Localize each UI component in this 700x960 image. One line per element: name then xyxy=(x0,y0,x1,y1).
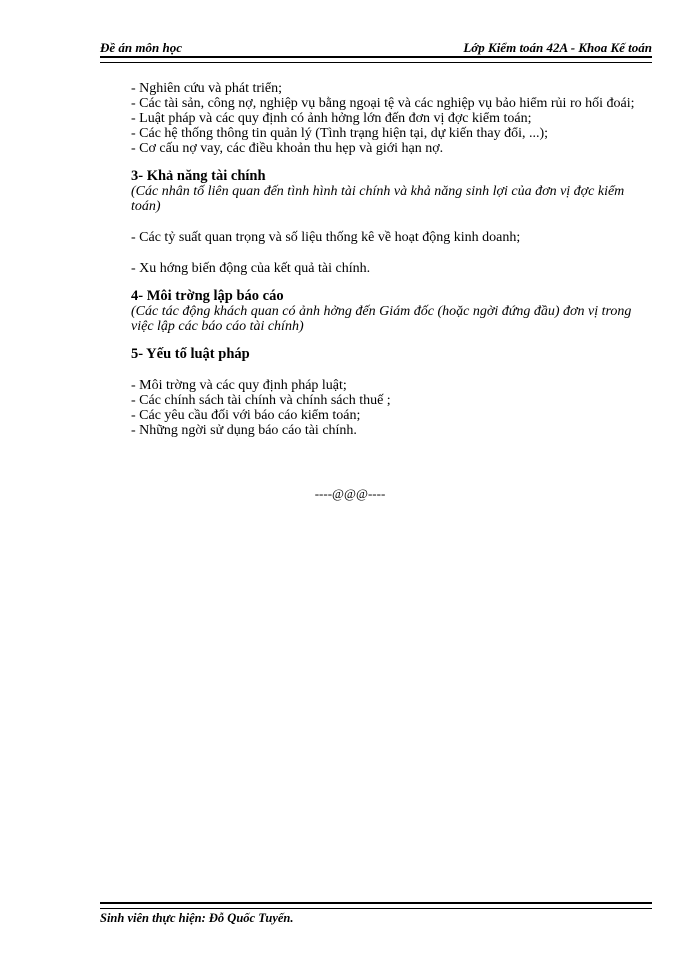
list-item: - Các chính sách tài chính và chính sách thuế ; xyxy=(131,393,391,408)
list-item: - Cơ cấu nợ vay, các điều khoản thu hẹp và giới hạn nợ. xyxy=(131,141,444,156)
list-item: - Môi trờng và các quy định pháp luật; xyxy=(131,378,347,393)
list-item: - Những ngời sử dụng báo cáo tài chính. xyxy=(131,423,357,438)
section-3-title: 3- Khả năng tài chính xyxy=(131,168,266,184)
footer-author: Sinh viên thực hiện: Đỗ Quốc Tuyến. xyxy=(100,911,294,925)
section-3-note: (Các nhân tố liên quan đến tình hình tài chính và khả năng sinh lợi của đơn vị đợc kiểm toán) xyxy=(131,184,625,214)
end-divider: ----@@@---- xyxy=(314,486,386,501)
section-5-title: 5- Yếu tố luật pháp xyxy=(131,346,250,362)
list-item: - Nghiên cứu và phát triển; xyxy=(131,81,283,96)
page-content xyxy=(131,81,655,438)
list-item: - Các tỷ suất quan trọng và số liệu thống kê về hoạt động kinh doanh; xyxy=(131,230,521,245)
footer-rule xyxy=(100,902,652,909)
list-item: - Các tài sản, công nợ, nghiệp vụ bằng ngoại tệ và các nghiệp vụ bảo hiểm rủi ro hối đoái; xyxy=(131,96,635,111)
header-course: Đề án môn học xyxy=(100,40,182,55)
section-4-title: 4- Môi trờng lập báo cáo xyxy=(131,288,284,304)
list-item: - Luật pháp và các quy định có ảnh hởng lớn đến đơn vị đợc kiểm toán; xyxy=(131,111,532,126)
list-item: - Xu hớng biến động của kết quả tài chính. xyxy=(131,261,371,276)
section-4-note: (Các tác động khách quan có ảnh hởng đến Giám đốc (hoặc ngời đứng đầu) đơn vị trong việc lập các báo cáo tài chính) xyxy=(131,304,632,334)
header-class: Lớp Kiểm toán 42A - Khoa Kế toán xyxy=(463,40,652,55)
header-rule xyxy=(100,56,652,63)
list-item: - Các hệ thống thông tin quản lý (Tình trạng hiện tại, dự kiến thay đổi, ...); xyxy=(131,126,549,141)
list-item: - Các yêu cầu đối với báo cáo kiểm toán; xyxy=(131,408,361,423)
